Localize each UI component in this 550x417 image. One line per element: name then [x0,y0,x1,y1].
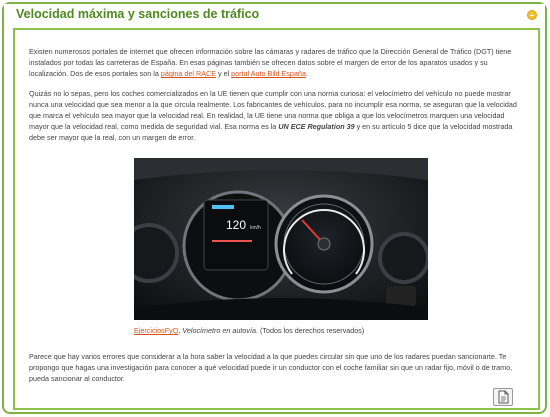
display-speed: 120 [226,218,247,232]
photo-caption: EjerciciosFyQ. Velocímetro en autovía. (Todos los derechos reservados) [134,326,365,335]
link-race[interactable]: página del RACE [160,69,216,78]
paragraph-investigacion: Parece que hay varios errores que considerar a la hora saber la velocidad a la que puedes circular sin que uno de los radares puedan sancionarte. Te propongo que hagas una investigación para conocer a qué velocidad puede ir un conductor con el coche familiar sin que un radar fijo, móvil o de tramo, pueda sancionar al conductor. [29,352,513,383]
content-panel [13,28,540,410]
activity-frame [2,2,547,414]
caption-link[interactable]: EjerciciosFyQ [134,326,179,335]
caption-title: Velocímetro en autovía [182,326,256,335]
speedometer-photo [134,158,428,320]
section-title: Velocidad máxima y sanciones de tráfico [16,7,260,21]
document-icon[interactable] [493,388,513,406]
paragraph-velocimetro: Quizás no lo sepas, pero los coches comercializados en la UE tienen que cumplir con una norma curiosa: el velocímetro del vehículo no puede mostrar nunca una velocidad que sea menor a la que circula realmente. Los fabricantes de vehículos, para no incumplir esa norma, se aseguran que la velocidad que marca el vehículo sea mayor que la velocidad real. En realidad, la UE tiene una norma que obliga a que los velocímetros marquen una velocidad mayor que la velocidad real, como medida de seguridad vial. Esa norma es la UN ECE Regulation 39 y en su artículo 5 dice que la velocidad mostrada debe ser mayor que la real, con un margen de error. [29,89,517,142]
speedometer-illustration [134,158,428,320]
section-header [4,4,545,24]
caption-rights: (Todos los derechos reservados) [260,326,365,335]
paragraph-portales: Existen numerosos portales de internet que ofrecen información sobre las cámaras y radares de tráfico que la Dirección General de Tráfico (DGT) tiene instalados por todas las carreteras de España. En esas páginas también se ofrecen datos sobre el margen de error de los aparatos usados y su localización. Dos de esos portales son la página del RACE y el portal Auto Bild España. [29,47,512,78]
regulation-name: UN ECE Regulation 39 [278,122,355,131]
minus-circle-icon[interactable] [527,10,537,20]
link-autobild[interactable]: portal Auto Bild España [231,69,306,78]
display-unit: km/h [250,225,261,231]
